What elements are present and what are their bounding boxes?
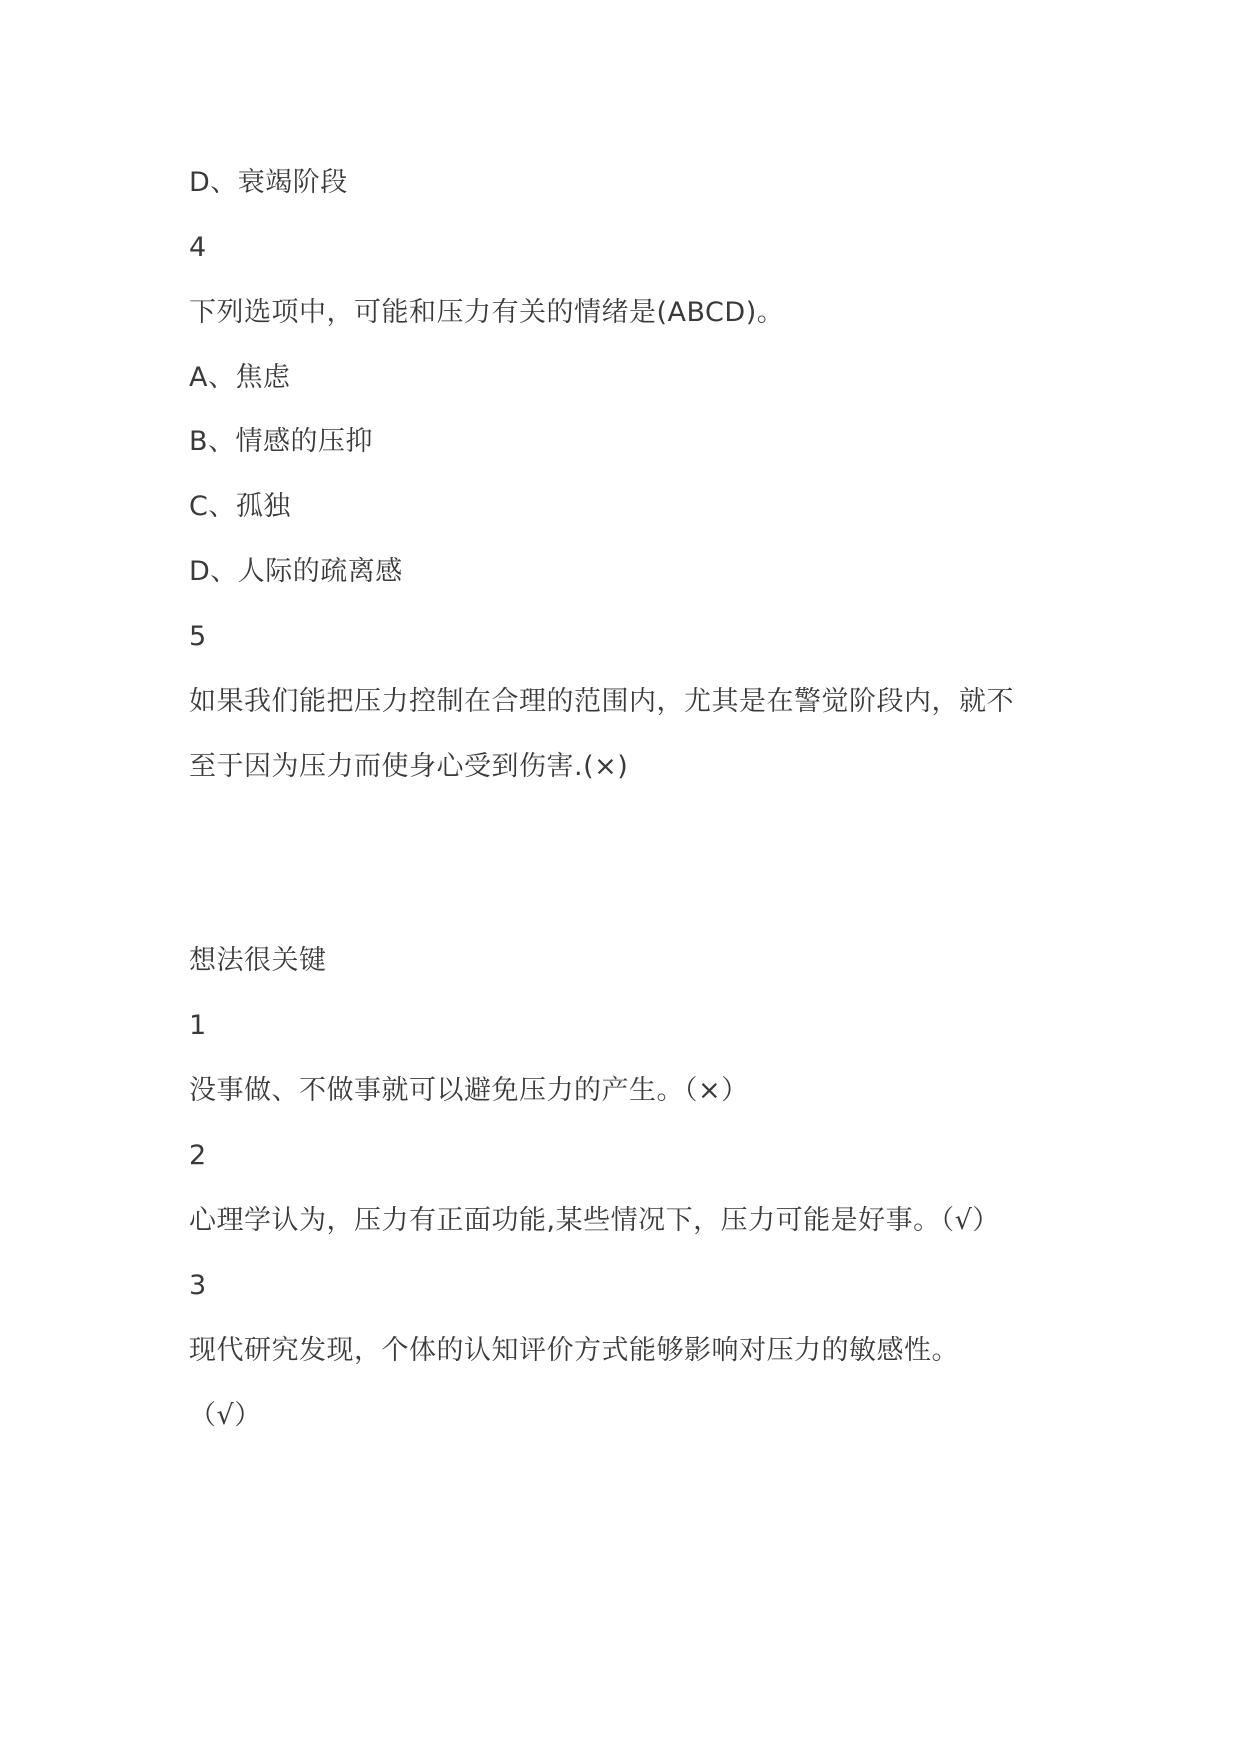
question-number-5: 5 [189,621,207,652]
section-title: 想法很关键 [189,945,327,976]
question-number-3: 3 [189,1270,207,1301]
question-3-text-line-1: 现代研究发现，个体的认知评价方式能够影响对压力的敏感性。 [189,1335,959,1366]
question-4-option-a: A、焦虑 [189,362,291,393]
question-4-text: 下列选项中，可能和压力有关的情绪是(ABCD)。 [189,297,785,328]
question-number-1: 1 [189,1010,207,1041]
question-3-text-line-2: （√） [189,1400,262,1431]
question-4-option-d: D、人际的疏离感 [189,556,403,587]
question-1-text: 没事做、不做事就可以避免压力的产生。（×） [189,1075,749,1106]
question-number-2: 2 [189,1140,207,1171]
question-5-text-line-2: 至于因为压力而使身心受到伤害.(×) [189,751,629,782]
question-number-4: 4 [189,232,207,263]
question-2-text: 心理学认为，压力有正面功能,某些情况下，压力可能是好事。（√） [189,1205,1000,1236]
question-4-option-b: B、情感的压抑 [189,426,374,457]
question-4-option-c: C、孤独 [189,491,291,522]
question-5-text-line-1: 如果我们能把压力控制在合理的范围内，尤其是在警觉阶段内，就不 [189,686,1014,717]
option-d-exhaustion-stage: D、衰竭阶段 [189,167,348,198]
